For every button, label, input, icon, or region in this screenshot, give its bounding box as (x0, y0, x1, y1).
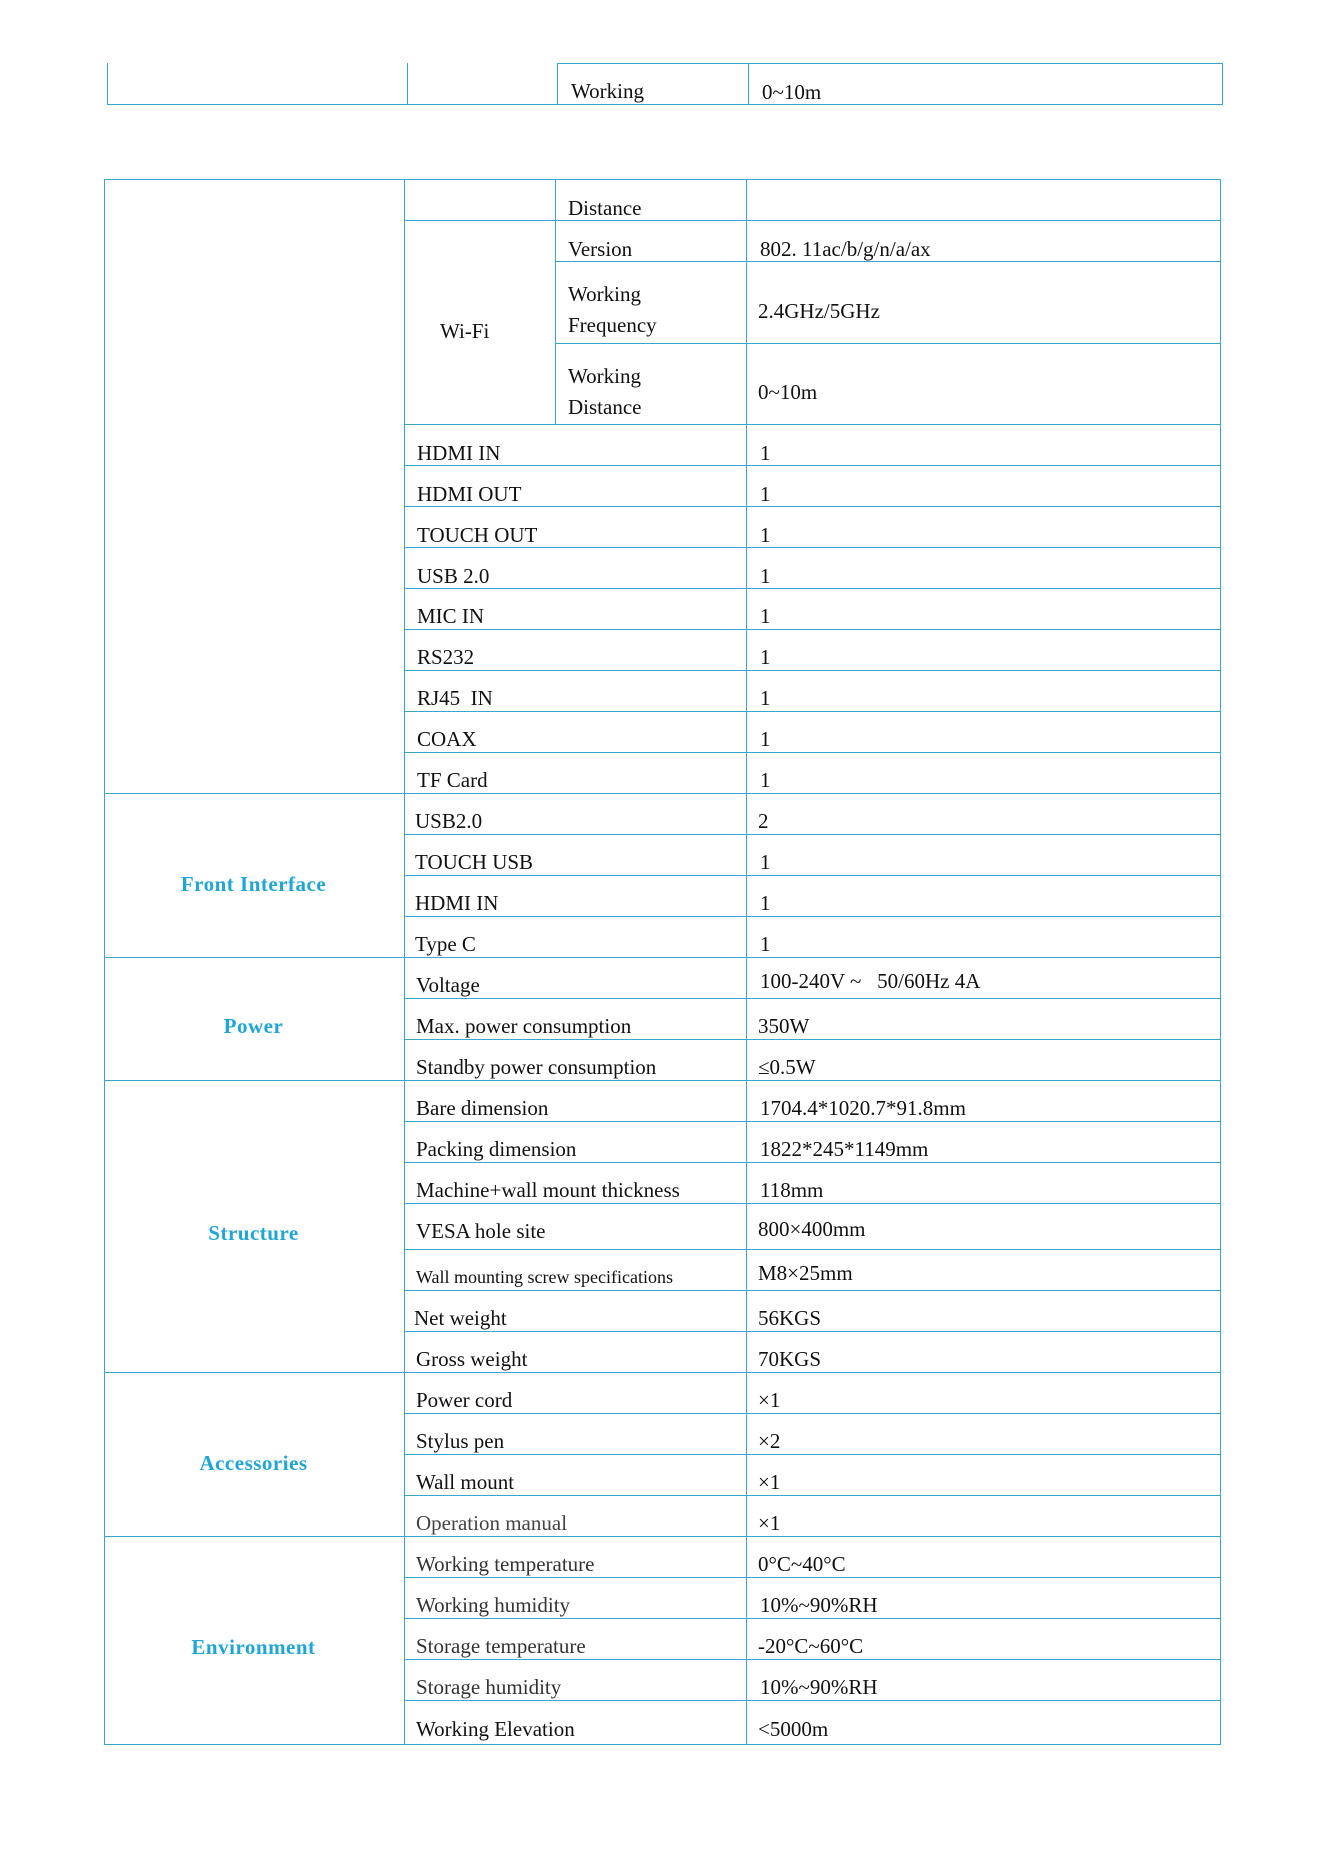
divider (404, 1618, 1221, 1619)
spec-label: Distance (568, 395, 642, 419)
spec-value: 350W (758, 1014, 810, 1038)
divider (404, 1203, 1221, 1204)
spec-value: ×1 (758, 1511, 781, 1535)
spec-label: Distance (568, 196, 642, 220)
spec-label: HDMI OUT (417, 482, 522, 506)
divider (404, 1249, 1221, 1250)
spec-value: 0~10m (758, 380, 818, 404)
divider (404, 752, 1221, 753)
spec-value: 10%~90%RH (760, 1675, 878, 1699)
spec-label: Working temperature (416, 1552, 595, 1576)
spec-label: Standby power consumption (416, 1055, 657, 1079)
divider (104, 1536, 1221, 1537)
divider (404, 1121, 1221, 1122)
divider (748, 63, 749, 105)
spec-value: ×2 (758, 1429, 781, 1453)
spec-value: 1 (760, 727, 771, 751)
divider (404, 1162, 1221, 1163)
divider (557, 63, 1223, 64)
spec-label: Bare dimension (416, 1096, 549, 1120)
divider (404, 220, 1221, 221)
spec-label: Frequency (568, 313, 657, 337)
divider (104, 179, 105, 1745)
divider (104, 793, 1221, 794)
divider (104, 179, 1221, 180)
spec-label: RJ45 IN (417, 686, 493, 710)
spec-label: Working humidity (416, 1593, 571, 1617)
spec-value: 1 (760, 932, 771, 956)
divider (404, 465, 1221, 466)
divider (404, 1495, 1221, 1496)
divider (404, 179, 405, 1745)
spec-label: Stylus pen (416, 1429, 505, 1453)
spec-value: 2.4GHz/5GHz (758, 299, 880, 323)
spec-value: ×1 (758, 1470, 781, 1494)
spec-value: 70KGS (758, 1347, 822, 1371)
spec-label: Storage humidity (416, 1675, 562, 1699)
spec-value: ×1 (758, 1388, 781, 1412)
section-title: Power (223, 1014, 284, 1038)
divider (104, 1744, 1221, 1745)
divider (404, 1331, 1221, 1332)
divider (555, 179, 556, 425)
spec-value: 1 (760, 645, 771, 669)
divider (1222, 63, 1223, 105)
spec-label: HDMI IN (415, 891, 499, 915)
spec-value: -20°C~60°C (758, 1634, 864, 1658)
divider (404, 998, 1221, 999)
spec-label: Working Elevation (416, 1717, 575, 1741)
divider (404, 1454, 1221, 1455)
spec-value: ≤0.5W (758, 1055, 816, 1079)
spec-label: Gross weight (416, 1347, 528, 1371)
section-title: Structure (208, 1221, 299, 1245)
spec-value: 0°C~40°C (758, 1552, 846, 1576)
section-title: Environment (191, 1635, 316, 1659)
spec-value: 1 (760, 441, 771, 465)
divider (404, 588, 1221, 589)
spec-label: Net weight (414, 1306, 507, 1330)
spec-value: <5000m (758, 1717, 829, 1741)
spec-value: 0~10m (762, 80, 822, 104)
spec-label: RS232 (417, 645, 475, 669)
spec-value: 1 (760, 850, 771, 874)
divider (407, 63, 408, 105)
spec-value: 1 (760, 564, 771, 588)
spec-label: Type C (415, 932, 476, 956)
spec-value: 100-240V ~ 50/60Hz 4A (760, 969, 981, 993)
spec-label: Max. power consumption (416, 1014, 632, 1038)
spec-value: 800×400mm (758, 1217, 866, 1241)
divider (404, 1659, 1221, 1660)
section-title: Accessories (199, 1451, 308, 1475)
spec-label: Voltage (416, 973, 480, 997)
divider (104, 1080, 1221, 1081)
spec-value: 10%~90%RH (760, 1593, 878, 1617)
spec-label: Wall mount (416, 1470, 515, 1494)
divider (557, 63, 558, 105)
spec-value: 1 (760, 604, 771, 628)
divider (404, 506, 1221, 507)
spec-label: Version (568, 237, 633, 261)
spec-value: M8×25mm (758, 1261, 853, 1285)
divider (404, 834, 1221, 835)
spec-label: TOUCH OUT (417, 523, 538, 547)
divider (404, 916, 1221, 917)
spec-label: Operation manual (416, 1511, 568, 1535)
spec-label: Wall mounting screw specifications (416, 1267, 673, 1287)
spec-value: 1 (760, 482, 771, 506)
spec-label: COAX (417, 727, 477, 751)
divider (107, 63, 108, 105)
spec-label: Working (568, 364, 641, 388)
spec-value: 118mm (760, 1178, 824, 1202)
spec-value: 1 (760, 686, 771, 710)
divider (746, 179, 747, 1745)
divider (404, 1413, 1221, 1414)
spec-label: Working (571, 79, 644, 103)
wifi-group-label: Wi-Fi (440, 319, 490, 343)
divider (404, 629, 1221, 630)
spec-label: MIC IN (417, 604, 485, 628)
spec-label: Packing dimension (416, 1137, 577, 1161)
spec-label: USB 2.0 (417, 564, 490, 588)
spec-value: 1 (760, 768, 771, 792)
divider (404, 875, 1221, 876)
spec-value: 2 (758, 809, 769, 833)
divider (404, 711, 1221, 712)
spec-label: TOUCH USB (415, 850, 534, 874)
spec-value: 1 (760, 523, 771, 547)
divider (555, 343, 1221, 344)
spec-value: 1 (760, 891, 771, 915)
spec-label: HDMI IN (417, 441, 501, 465)
spec-value: 1704.4*1020.7*91.8mm (760, 1096, 966, 1120)
divider (404, 424, 1221, 425)
divider (404, 1039, 1221, 1040)
spec-label: Working (568, 282, 641, 306)
divider (1220, 179, 1221, 1745)
spec-label: Power cord (416, 1388, 513, 1412)
divider (104, 957, 1221, 958)
divider (104, 1372, 1221, 1373)
divider (404, 1700, 1221, 1701)
divider (404, 670, 1221, 671)
divider (404, 1577, 1221, 1578)
spec-value: 56KGS (758, 1306, 822, 1330)
spec-value: 1822*245*1149mm (760, 1137, 929, 1161)
spec-label: Storage temperature (416, 1634, 586, 1658)
spec-value: 802. 11ac/b/g/n/a/ax (760, 237, 931, 261)
divider (107, 104, 1223, 105)
section-title: Front Interface (180, 872, 327, 896)
spec-label: USB2.0 (415, 809, 483, 833)
spec-label: TF Card (417, 768, 488, 792)
spec-label: Machine+wall mount thickness (416, 1178, 680, 1202)
spec-label: VESA hole site (416, 1219, 546, 1243)
divider (404, 1290, 1221, 1291)
